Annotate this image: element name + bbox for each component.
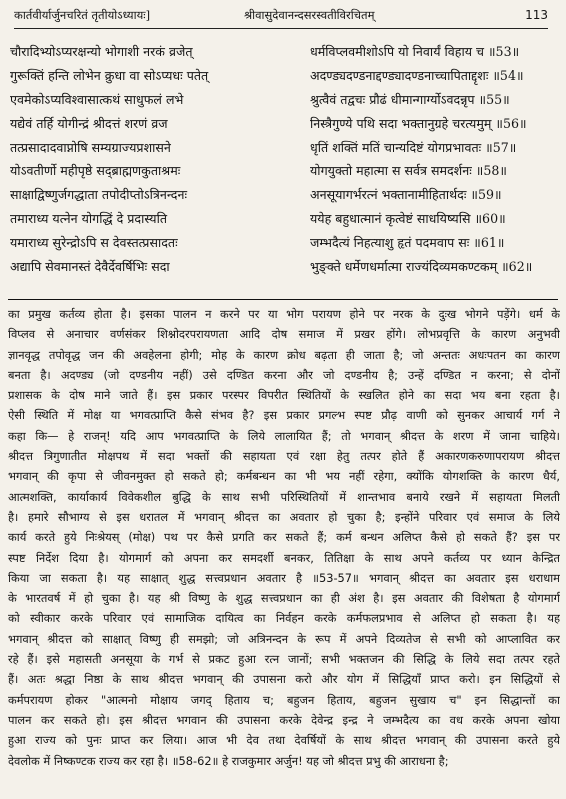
commentary-block bbox=[8, 304, 560, 771]
commentary-line: देवलोक में निष्कण्टक राज्य कर रहा है। ॥58-62॥ हे राजकुमार अर्जुन! यह जो श्रीदत्त प्रभु की आराधना है; bbox=[8, 753, 449, 768]
verse-first-half: चौरादिभ्योऽप्यरक्षन्यो भोगाशी नरकं व्रजेत् bbox=[10, 44, 193, 59]
commentary-line: बनता है। अदण्ड्य (जो दण्डनीय नहीं) उसे दण्डित करना और जो दण्डनीय है; उन्हें दण्डित न करना; से दोनों bbox=[8, 367, 560, 382]
verse-first-half: अद्यापि सेवमानस्तं देवैर्देवर्षिभिः सदा bbox=[10, 259, 170, 275]
verse-line bbox=[10, 159, 556, 183]
commentary-line: किया जा सकता है। यह साक्षात् शुद्ध सत्त्वप्रधान अवतार है ॥53-57॥ भगवान् श्रीदत्त का अवतार इस धराधाम bbox=[8, 570, 560, 585]
verse-second-half: निस्त्रैगुण्ये पथि सदा भक्तानुग्रहे चरत्यमुम् ॥56॥ bbox=[310, 115, 527, 131]
commentary-line: कहा कि— हे राजन्! यदि आप भगवत्प्राप्ति के लिये लालायित हैं; तो भगवान् श्रीदत्त के शरण में जाना चाहिये। bbox=[8, 428, 560, 443]
verse-second-half: योगयुक्तो महात्मा स सर्वत्र समदर्शनः ॥58॥ bbox=[310, 163, 507, 179]
commentary-line: स्पष्ट निर्देश दिया है। योगमार्ग को अपना कर समदर्शी बनकर, तितिक्षा के साथ अपने कर्तव्य पर ध्यान केन्द्रित bbox=[8, 550, 560, 565]
commentary-line: आत्मशक्ति, कार्याकार्य विवेकशील बुद्धि के साथ सभी परिस्थितियों में शान्तभाव बनाये रखने में सहायता मिलती bbox=[8, 489, 560, 504]
commentary-line: विप्लव से अनाचार वर्णसंकर शिश्नोदरपरायणता आदि दोष समाज में प्रखर होंगे। लोभप्रवृत्ति के कारण अनुभवी bbox=[8, 327, 560, 342]
commentary-line: ज्ञानवृद्ध तपोवृद्ध जन की अवहेलना होगी; मोह के कारण क्रोध बढ़ता ही जाता है; जो अन्ततः अधःपतन का कारण bbox=[8, 347, 560, 362]
verse-line bbox=[10, 136, 556, 160]
verse-second-half: धृतिं शक्तिं मतिं चान्यदिष्टं योगप्रभावतः ॥57॥ bbox=[310, 139, 517, 155]
commentary-line: ऐसी स्थिति में मोक्ष या भगवत्प्राप्ति कैसे संभव है? इस प्रकार प्रगल्भ स्पष्ट प्रौढ़ वाणी को सुनकर आचार्य गर्ग ने bbox=[8, 408, 560, 423]
verse-block bbox=[10, 40, 556, 279]
verse-first-half: साक्षाद्विष्णुर्जगद्धाता तपोदीप्तोऽत्रिनन्दनः bbox=[10, 187, 187, 203]
commentary-line: रहे हैं। इसे महासती अनसूया के गर्भ से प्रकट हुआ रत्न जानों; सभी भक्तजन की सिद्धि के लिये सदा तत्पर रहते bbox=[8, 652, 560, 667]
page-number: 113 bbox=[525, 8, 548, 22]
verse-first-half: एवमेकोऽप्यविश्वासात्कथं साधुफलं लभे bbox=[10, 91, 184, 107]
verse-second-half: ययेह बहुधात्मानं कृत्वेष्टं साधयिष्यसि ॥60॥ bbox=[310, 211, 506, 227]
commentary-line: श्रीदत्त त्रिगुणातीत मोक्षपथ में सदा भक्तों की सहायता एवं रक्षा हेतु तत्पर होते हैं अकारणकरुणापरायण श्रीदत्त bbox=[8, 449, 560, 464]
chapter-title: कार्तवीर्यार्जुनचरितं तृतीयोऽध्यायः] bbox=[14, 8, 151, 22]
commentary-line: को स्वीकार करके परिवार एवं सामाजिक दायित्व का निर्वहन करके कर्मफलप्रभाव से अलिप्त हो सकता है। यह bbox=[8, 611, 560, 626]
verse-line bbox=[10, 40, 556, 64]
page-header bbox=[14, 6, 548, 29]
verse-line bbox=[10, 255, 556, 279]
verse-second-half: श्रुत्वैवं तद्वचः प्रौढं धीमान्गार्ग्योऽवदन्नृप ॥55॥ bbox=[310, 91, 510, 107]
verse-second-half: जम्भदैत्यं निहत्याशु हृतं पदमवाप सः ॥61॥ bbox=[310, 235, 505, 251]
commentary-line: प्रशासक के दोष माने जाते हैं। इस प्रकार परस्पर विपरीत स्थितियों के स्खलित होने का सदा भय बना रहता है। bbox=[8, 388, 560, 403]
commentary-line: है। हमारे सौभाग्य से इस धरातल में भगवान् श्रीदत्त का अवतार हो चुका है; इन्होंने परिवार एवं समाज के लिये bbox=[8, 509, 560, 524]
verse-first-half: योऽवतीर्णो महीपृष्ठे सद्ब्राह्मणकुताश्रमः bbox=[10, 163, 181, 179]
verse-line bbox=[10, 207, 556, 231]
verse-second-half: भुङ्क्ते धर्मेणधर्मात्मा राज्यंदिव्यमकण्टकम् ॥62॥ bbox=[310, 259, 533, 275]
verse-line bbox=[10, 88, 556, 112]
verse-first-half: यद्येवं तर्हि योगीन्द्रं श्रीदत्तं शरणं व्रज bbox=[10, 115, 168, 131]
verse-second-half: अनसूयागर्भरत्नं भक्तानामीहितार्थदः ॥59॥ bbox=[310, 187, 502, 203]
verse-second-half: अदण्ड्यदण्डनाद्दण्ड्यादण्डनाच्चापिताद्दृशः ॥54॥ bbox=[310, 67, 524, 83]
verse-line bbox=[10, 64, 556, 88]
verse-first-half: गुरूक्तिं हन्ति लोभेन क्रुधा वा सोऽप्यधः पतेत् bbox=[10, 67, 209, 83]
verse-line bbox=[10, 183, 556, 207]
commentary-line: के भारतवर्ष में हो चुका है। यह श्री विष्णु के शुद्ध सत्त्वप्रधान का ही अंश है। इस अवतार की विशेषता है योगमार्ग bbox=[8, 591, 560, 606]
commentary-line: कार्य करते हुये निःश्रेयस् (मोक्ष) पथ पर कैसे प्रगति कर सकते हैं; कर्म बन्धन अलिप्त कैसे हो सकते हैं? इस पर bbox=[8, 530, 560, 545]
verse-line bbox=[10, 231, 556, 255]
commentary-line: हैं। अतः श्रद्धा निष्ठा के साथ श्रीदत्त भगवान् की उपासना करो और योग में सिद्धियाँ प्राप्त करो। इन सिद्धियों से bbox=[8, 672, 560, 687]
verse-first-half: यमाराध्य सुरेन्द्रोऽपि स देवस्तत्प्रसादतः bbox=[10, 235, 178, 251]
verse-first-half: तमाराध्य यत्नेन योगद्धिं दे प्रदास्यति bbox=[10, 211, 168, 227]
divider-line bbox=[8, 299, 558, 300]
book-title: श्रीवासुदेवानन्दसरस्वतीविरचितम् bbox=[244, 8, 375, 22]
verse-first-half: तत्प्रसादादवाप्नोषि सम्यग्राज्यप्रशासने bbox=[10, 139, 171, 155]
verse-second-half: धर्मविप्लवमीशोऽपि यो निवार्यं विहाय च ॥53॥ bbox=[310, 44, 520, 59]
commentary-line: का प्रमुख कर्तव्य होता है। इसका पालन न करने पर या भोग परायण होने पर नरक के दुःख भोगने पड़ेंगे। धर्म के bbox=[8, 307, 560, 321]
verse-line bbox=[10, 112, 556, 136]
commentary-line: भगवान् की कृपा से जीवनमुक्त हो सकते हो; कर्मबन्धन का भी भय नहीं रहेगा, क्योंकि योगशक्ति के कारण धैर्य, bbox=[8, 469, 560, 484]
commentary-line: हुआ राज्य को पुनः प्राप्त कर लिया। आज भी देव तथा देवर्षियों के साथ श्रीदत्त भगवान् की उपासना करते हुये bbox=[8, 733, 560, 748]
commentary-line: कर्मपरायण होकर "आत्मनो मोक्षाय जगद् हिताय च; बहुजन हिताय, बहुजन सुखाय च" इन सिद्धान्तों का bbox=[8, 692, 560, 707]
commentary-line: पालन कर सकते हो। इस श्रीदत्त भगवान की उपासना करके देवेन्द्र इन्द्र ने जम्भदैत्य का वध करके अपना खोया bbox=[8, 712, 560, 727]
commentary-line: भगवान् श्रीदत्त को साक्षात् विष्णु ही समझो; जो अत्रिनन्दन के रूप में अपने दिव्यतेज से सभी को आप्लावित कर bbox=[8, 631, 560, 646]
